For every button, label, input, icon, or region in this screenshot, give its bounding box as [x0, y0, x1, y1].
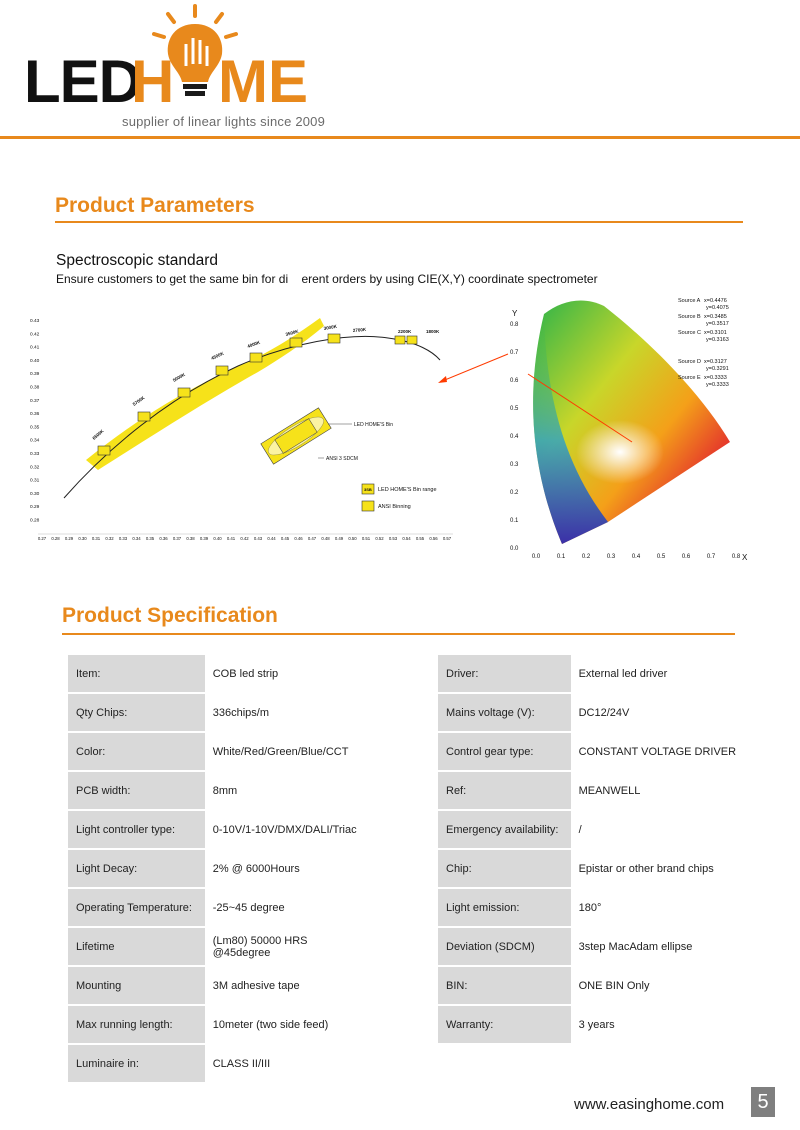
- bin-y-tick: 0.38: [30, 385, 40, 391]
- bin-y-tick: 0.33: [30, 452, 40, 457]
- cie-source-x: x=0.4476: [704, 298, 727, 304]
- bin-x-tick: 0.36: [159, 536, 168, 541]
- bin-x-tick: 0.40: [213, 536, 222, 541]
- logo-h-text: H: [131, 48, 175, 115]
- cie-source-x: x=0.3485: [704, 314, 727, 320]
- spec-key: Control gear type:: [438, 733, 571, 770]
- legend-led-home-bin: LED HOME'S Bin: [354, 422, 394, 428]
- spec-key: Mains voltage (V):: [438, 694, 571, 731]
- bin-x-tick: 0.30: [78, 536, 87, 541]
- cie-source-name: Source D: [678, 359, 701, 365]
- cie-x-tick: 0.2: [581, 554, 591, 560]
- bin-x-axis-labels: [38, 536, 452, 541]
- spec-row: [438, 928, 768, 965]
- spec-value: 336chips/m: [205, 694, 368, 731]
- cie-source-x: x=0.3333: [704, 375, 727, 381]
- bin-y-tick: 0.29: [30, 505, 40, 511]
- cie-x-tick: 0.7: [706, 554, 716, 560]
- spec-value: DC12/24V: [571, 694, 768, 731]
- bin-x-tick: 0.55: [415, 536, 425, 541]
- cie-x-ticks: [532, 554, 741, 560]
- cie-y-tick: 0.1: [510, 518, 519, 524]
- spec-key: BIN:: [438, 967, 571, 1004]
- bin-x-tick: 0.29: [64, 536, 74, 541]
- spec-key: Luminaire in:: [68, 1045, 205, 1082]
- bin-y-tick: 0.40: [30, 358, 40, 364]
- cie-source-y: y=0.3517: [706, 321, 729, 327]
- spec-key: Chip:: [438, 850, 571, 887]
- bin-x-tick: 0.42: [240, 536, 249, 541]
- spec-key: Warranty:: [438, 1006, 571, 1043]
- cct-4000k: 4000K: [246, 339, 261, 349]
- cct-5700k: 5700K: [131, 395, 146, 407]
- spec-key: Lifetime: [68, 928, 205, 965]
- cie-source-name: Source C: [678, 330, 701, 336]
- spec-key: PCB width:: [68, 772, 205, 809]
- bin-x-tick: 0.54: [402, 536, 411, 541]
- spec-row: [68, 694, 368, 731]
- cct-5000k: 5000K: [172, 371, 186, 383]
- spec-key: Driver:: [438, 655, 571, 692]
- spec-key: Qty Chips:: [68, 694, 205, 731]
- cie-chart: [500, 292, 760, 567]
- bin-x-tick: 0.35: [145, 536, 155, 541]
- bin-x-tick: 0.52: [375, 536, 384, 541]
- spec-key: Light controller type:: [68, 811, 205, 848]
- cie-x-tick: 0.0: [531, 554, 541, 560]
- bin-y-tick: 0.34: [30, 438, 40, 444]
- spec-row: [438, 850, 768, 887]
- cie-x-tick: 0.1: [556, 554, 566, 560]
- spec-row: [68, 850, 368, 887]
- cie-white-point: [576, 420, 664, 484]
- logo-led-text: LED: [24, 48, 141, 115]
- spec-value: CLASS II/III: [205, 1045, 368, 1082]
- spec-value: 2% @ 6000Hours: [205, 850, 368, 887]
- spec-row: [68, 772, 368, 809]
- cie-source-name: Source A: [678, 298, 701, 304]
- spec-row: [438, 694, 768, 731]
- cie-source-name: Source B: [678, 314, 701, 320]
- bin-x-tick: 0.31: [91, 536, 101, 541]
- bin-x-tick: 0.51: [361, 536, 371, 541]
- parameters-divider: [55, 221, 743, 223]
- cie-source-name: Source E: [678, 375, 701, 381]
- cie-x-tick: 0.4: [631, 554, 641, 560]
- spec-value: /: [571, 811, 768, 848]
- bin-x-tick: 0.49: [334, 536, 344, 541]
- cie-y-tick: 0.0: [510, 546, 519, 552]
- spec-value: 8mm: [205, 772, 368, 809]
- cie-y-axis-label: Y: [512, 309, 518, 318]
- header-divider: [0, 136, 800, 139]
- spec-row: [68, 655, 368, 692]
- spec-value: 0-10V/1-10V/DMX/DALI/Triac: [205, 811, 368, 848]
- spec-row: [438, 811, 768, 848]
- cie-source-y: y=0.4075: [706, 305, 729, 311]
- bin-x-tick: 0.47: [307, 536, 317, 541]
- spec-row: [438, 733, 768, 770]
- cie-source-y: y=0.3333: [706, 382, 729, 388]
- spec-key: Max running length:: [68, 1006, 205, 1043]
- cie-source-x: x=0.3101: [704, 330, 727, 336]
- bin-x-tick: 0.27: [37, 536, 47, 541]
- cie-y-tick: 0.4: [510, 434, 519, 440]
- bin-y-tick: 0.43: [30, 319, 40, 324]
- bin-x-tick: 0.44: [267, 536, 276, 541]
- spec-value: 3step MacAdam ellipse: [571, 928, 768, 965]
- spec-value: 3M adhesive tape: [205, 967, 368, 1004]
- bin-y-tick: 0.37: [30, 398, 40, 404]
- spec-row: [438, 967, 768, 1004]
- spec-key: Light emission:: [438, 889, 571, 926]
- bin-x-tick: 0.43: [253, 536, 263, 541]
- bin-x-tick: 0.56: [429, 536, 438, 541]
- bin-x-tick: 0.50: [348, 536, 357, 541]
- bin-x-tick: 0.39: [199, 536, 209, 541]
- cie-source-y: y=0.3291: [706, 366, 729, 372]
- footer-url: www.easinghome.com: [574, 1096, 725, 1113]
- legend-swatch-label: 3SB: [364, 487, 372, 492]
- bin-y-tick: 0.36: [30, 412, 40, 418]
- cct-3500k: 3500K: [284, 328, 300, 337]
- cct-3000k: 3000K: [323, 323, 338, 331]
- cie-source-y: y=0.3163: [706, 337, 729, 343]
- product-parameters-title: Product Parameters: [55, 194, 255, 217]
- spec-row: [438, 772, 768, 809]
- bin-x-tick: 0.38: [186, 536, 195, 541]
- spec-key: Emergency availability:: [438, 811, 571, 848]
- spec-value: White/Red/Green/Blue/CCT: [205, 733, 368, 770]
- bin-y-tick: 0.30: [30, 491, 40, 497]
- cct-4500k: 4500K: [210, 350, 225, 361]
- bin-y-tick: 0.28: [30, 518, 40, 524]
- spec-key: Color:: [68, 733, 205, 770]
- spec-row: [438, 1006, 768, 1043]
- spec-value: -25~45 degree: [205, 889, 368, 926]
- spec-value: Epistar or other brand chips: [571, 850, 768, 887]
- spec-value: ONE BIN Only: [571, 967, 768, 1004]
- cie-x-tick: 0.6: [681, 554, 691, 560]
- bin-range-chart: [28, 308, 468, 548]
- bin-y-axis-labels: [30, 318, 40, 524]
- cct-2200k: 2200K: [398, 329, 412, 334]
- spec-row: [438, 655, 768, 692]
- pointer-arrow: [438, 352, 510, 386]
- spec-value: (Lm80) 50000 HRS @45degree: [205, 928, 368, 965]
- legend-ansi-binning: ANSI Binning: [378, 504, 411, 510]
- cie-y-tick: 0.6: [510, 378, 519, 384]
- bin-x-tick: 0.28: [51, 536, 60, 541]
- cie-x-tick: 0.8: [731, 554, 741, 560]
- spec-row: [68, 1006, 368, 1043]
- sdcm-ellipse-graphic: [261, 408, 331, 464]
- cie-y-ticks: [510, 322, 519, 552]
- specification-divider: [62, 633, 735, 635]
- cie-x-axis-label: X: [742, 553, 748, 562]
- bin-y-tick: 0.41: [30, 345, 40, 351]
- spec-value: 3 years: [571, 1006, 768, 1043]
- spec-key: Mounting: [68, 967, 205, 1004]
- spec-key: Item:: [68, 655, 205, 692]
- cie-y-tick: 0.3: [510, 462, 519, 468]
- spec-table-right: [438, 653, 768, 1045]
- legend-ansi-swatch: [362, 501, 374, 511]
- cie-y-tick: 0.7: [510, 350, 519, 356]
- bin-y-tick: 0.32: [30, 465, 40, 471]
- spec-key: Deviation (SDCM): [438, 928, 571, 965]
- bin-y-tick: 0.31: [30, 478, 40, 484]
- bin-y-tick: 0.35: [30, 425, 40, 431]
- cie-y-tick: 0.2: [510, 490, 519, 496]
- spectroscopic-title: Spectroscopic standard: [56, 252, 218, 269]
- spec-value: External led driver: [571, 655, 768, 692]
- bin-x-tick: 0.32: [105, 536, 114, 541]
- spec-row: [68, 889, 368, 926]
- spec-row: [68, 967, 368, 1004]
- spec-row: [68, 928, 368, 965]
- logo-me-text: ME: [218, 48, 308, 115]
- legend-bin-range: LED HOME'S Bin range: [378, 487, 437, 493]
- bin-x-tick: 0.46: [294, 536, 303, 541]
- cct-2700k: 2700K: [352, 326, 367, 333]
- spec-row: [68, 1045, 368, 1082]
- spec-table-left: [68, 653, 368, 1084]
- spec-row: [438, 889, 768, 926]
- product-specification-title: Product Specification: [62, 604, 278, 627]
- cie-x-tick: 0.5: [656, 554, 666, 560]
- spectroscopic-subtitle: Ensure customers to get the same bin for di erent orders by using CIE(X,Y) coordinate spectrometer: [56, 272, 598, 286]
- cct-1800k: 1800K: [426, 329, 440, 334]
- cie-sources: [678, 298, 729, 388]
- spec-value: 180°: [571, 889, 768, 926]
- bin-x-tick: 0.45: [280, 536, 290, 541]
- bin-x-tick: 0.37: [172, 536, 182, 541]
- bin-x-tick: 0.41: [226, 536, 236, 541]
- legend-ansi-sdcm: ANSI 3 SDCM: [326, 456, 358, 462]
- page-number: 5: [751, 1087, 775, 1117]
- cie-x-tick: 0.3: [606, 554, 616, 560]
- cct-6500k: 6500K: [91, 428, 105, 441]
- spec-key: Light Decay:: [68, 850, 205, 887]
- spec-value: 10meter (two side feed): [205, 1006, 368, 1043]
- bin-x-tick: 0.57: [442, 536, 452, 541]
- spec-key: Ref:: [438, 772, 571, 809]
- bin-x-tick: 0.34: [132, 536, 141, 541]
- spec-key: Operating Temperature:: [68, 889, 205, 926]
- spec-value: COB led strip: [205, 655, 368, 692]
- brand-tagline: supplier of linear lights since 2009: [122, 114, 326, 129]
- bin-x-tick: 0.53: [388, 536, 398, 541]
- spec-value: MEANWELL: [571, 772, 768, 809]
- cie-y-tick: 0.5: [510, 406, 519, 412]
- bin-y-tick: 0.39: [30, 372, 40, 378]
- cie-source-x: x=0.3127: [704, 359, 727, 365]
- bin-y-tick: 0.42: [30, 332, 40, 338]
- bin-x-tick: 0.48: [321, 536, 330, 541]
- bin-x-tick: 0.33: [118, 536, 128, 541]
- cie-y-tick: 0.8: [510, 322, 519, 328]
- spec-row: [68, 733, 368, 770]
- spec-row: [68, 811, 368, 848]
- spec-value: CONSTANT VOLTAGE DRIVER: [571, 733, 768, 770]
